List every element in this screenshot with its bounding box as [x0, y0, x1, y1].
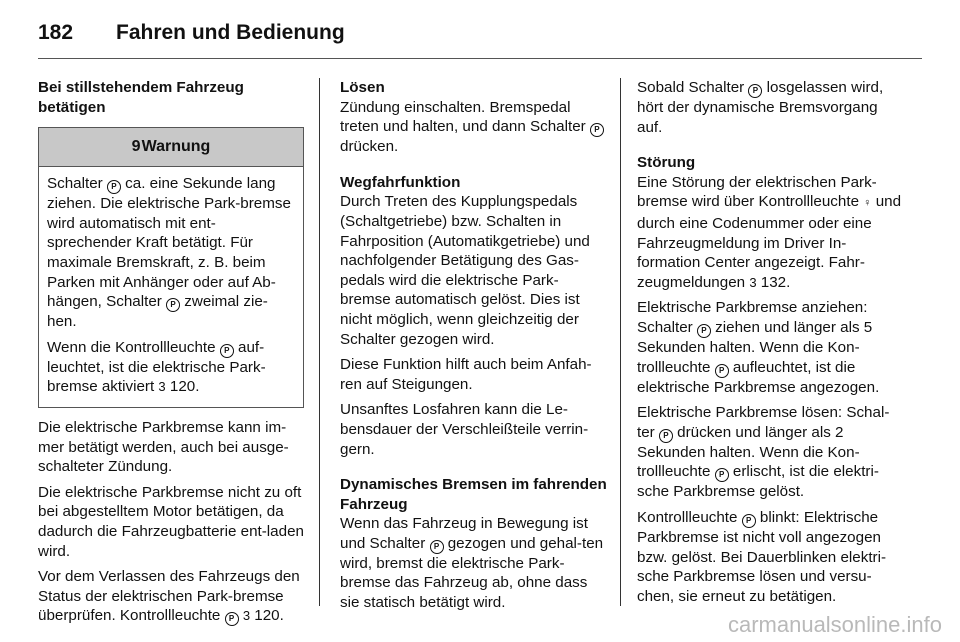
parking-brake-icon: P	[166, 298, 180, 312]
paragraph: Durch Treten des Kupplungspedals (Schaltgetriebe) bzw. Schalten in Fahrposition (Automatikgetriebe) und nachfolgender Betätigung des Gas-pedals wird die elektrische Park-bremse automatisch gelöst. Dies ist nicht möglich, wenn gleichzeitig der Schalter gezogen wird.	[340, 193, 590, 348]
warning-header	[39, 128, 303, 167]
warning-paragraph-2: Wenn die Kontrollleuchte P auf-leuchtet, ist die elektrische Park-bremse aktiviert 3 120.	[47, 338, 266, 396]
paragraph: Diese Funktion hilft auch beim Anfah-ren auf Steigungen.	[340, 356, 592, 393]
fault-lamp-icon: ♀	[863, 197, 872, 210]
section-heading-fault: Störung	[637, 154, 696, 172]
column-divider-1	[319, 78, 320, 606]
paragraph: Vor dem Verlassen des Fahrzeugs den Status der elektrischen Park-bremse überprüfen. Kontrollleuchte P 3 120.	[38, 568, 300, 625]
warning-title: Warnung	[141, 138, 211, 156]
xref-arrow-icon: 3	[749, 274, 757, 290]
paragraph: Elektrische Parkbremse anziehen: Schalter P ziehen und länger als 5 Sekunden halten. Wenn die Kon-trollleuchte P aufleuchtet, ist die elektrische Parkbremse angezogen.	[637, 299, 880, 396]
paragraph: Eine Störung der elektrischen Park-bremse wird über Kontrollleuchte ♀ und durch eine Codenummer oder eine Fahrzeugmeldung im Driver In-formation Center angezeigt. Fahr-zeugmeldungen 3 132.	[637, 173, 902, 291]
paragraph: Die elektrische Parkbremse kann im-mer betätigt werden, auch bei ausge-schalteter Zündung.	[38, 418, 289, 476]
section-heading-dynamic-braking: Dynamisches Bremsen im fahrenden Fahrzeug	[340, 476, 607, 513]
parking-brake-icon: P	[697, 324, 711, 338]
paragraph: Zündung einschalten. Bremspedal treten und halten, und dann Schalter P drücken.	[340, 98, 608, 157]
parking-brake-icon: P	[742, 514, 756, 528]
parking-brake-icon: P	[590, 123, 604, 137]
section-heading-apply: Bei stillstehendem Fahrzeug betätigen	[38, 79, 244, 116]
column-3	[637, 78, 907, 612]
parking-brake-icon: P	[225, 612, 239, 626]
page-number: 182	[38, 21, 74, 44]
paragraph: Die elektrische Parkbremse nicht zu oft bei abgestelltem Motor betätigen, da dadurch die Fahrzeugbatterie ent-laden wird.	[38, 483, 304, 560]
parking-brake-icon: P	[715, 364, 729, 378]
paragraph: Unsanftes Losfahren kann die Le-bensdauer der Verschleißteile verrin-gern.	[340, 401, 589, 458]
paragraph: Kontrollleuchte P blinkt: Elektrische Parkbremse ist nicht voll angezogen bzw. gelöst. Bei Dauerblinken elektri-sche Parkbremse lösen und versu-chen, sie erneut zu betätigen.	[637, 508, 887, 605]
section-heading-release: Lösen	[340, 79, 385, 96]
parking-brake-icon: P	[107, 180, 121, 194]
paragraph: Sobald Schalter P losgelassen wird, hört der dynamische Bremsvorgang auf.	[637, 79, 884, 136]
warning-box	[38, 127, 304, 408]
warning-triangle-icon: 9	[131, 138, 141, 156]
paragraph: Wenn das Fahrzeug in Bewegung ist und Schalter P gezogen und gehal-ten wird, bremst die elektrische Park-bremse das Fahrzeug ab, ohne dass sie statisch betätigt wird.	[340, 515, 604, 612]
header-divider	[38, 58, 922, 59]
column-divider-2	[620, 78, 621, 606]
parking-brake-icon: P	[715, 468, 729, 482]
warning-paragraph-1: Schalter P ca. eine Sekunde lang ziehen. Die elektrische Park-bremse wird automatisch mit ent-sprechender Kraft betätigt. Für maximale Bremskraft, z. B. beim Parken mit Anhänger oder auf Ab-hängen, Schalter P zweimal zie-hen.	[47, 175, 291, 331]
paragraph: Elektrische Parkbremse lösen: Schal-ter P drücken und länger als 2 Sekunden halten. Wenn die Kon-trollleuchte P erlischt, ist die elektri-sche Parkbremse gelöst.	[637, 404, 890, 501]
page-title: Fahren und Bedienung	[116, 21, 345, 44]
xref-arrow-icon: 3	[242, 608, 251, 624]
xref-arrow-icon: 3	[158, 379, 166, 395]
parking-brake-icon: P	[430, 540, 444, 554]
column-2	[340, 78, 608, 619]
parking-brake-icon: P	[659, 429, 673, 443]
parking-brake-icon: P	[748, 84, 762, 98]
watermark: carmanualsonline.info	[727, 612, 942, 637]
section-heading-driveaway: Wegfahrfunktion	[340, 173, 461, 191]
warning-body	[39, 167, 303, 407]
column-1	[38, 78, 304, 632]
page-header	[38, 18, 922, 58]
parking-brake-icon: P	[220, 344, 234, 358]
